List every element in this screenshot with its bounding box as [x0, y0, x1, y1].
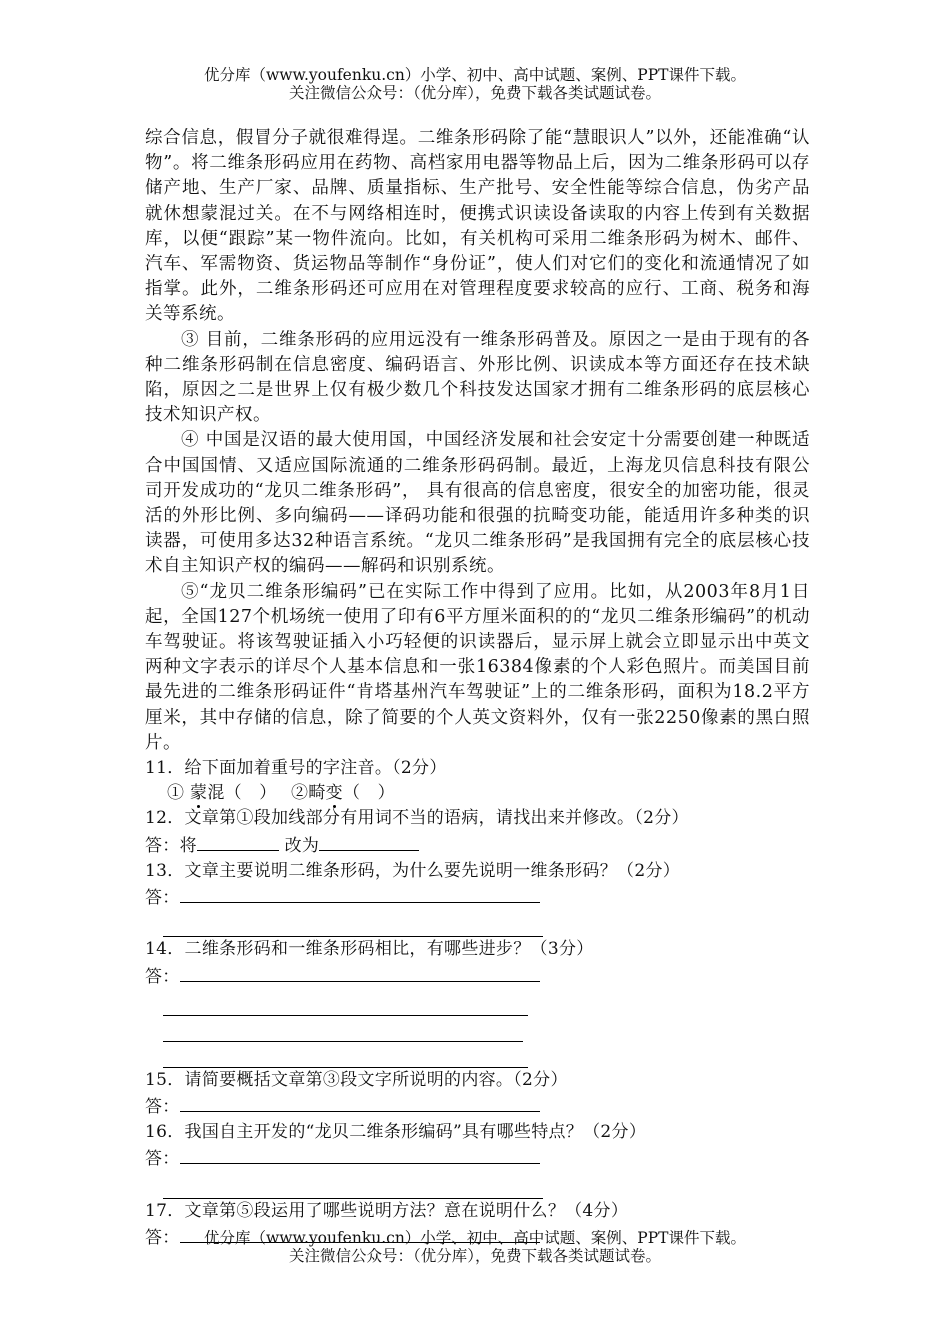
question-15: 15．请简要概括文章第③段文字所说明的内容。（2分）: [145, 1069, 568, 1090]
footer-line-2: 关注微信公众号：（优分库），免费下载各类试题试卷。: [288, 1247, 661, 1265]
q11-emphasis-char-b: 变: [325, 783, 343, 804]
q11-item-b-prefix: ②畸: [291, 783, 326, 804]
question-13: 13．文章主要说明二维条形码，为什么要先说明一维条形码？（2分）: [145, 860, 681, 881]
footer-line-1: 优分库（www.youfenku.cn）小学、初中、高中试题、案例、PPT课件下载。: [203, 1229, 747, 1247]
q16-answer-line-1[interactable]: [180, 1145, 540, 1164]
q16-answer-label: 答：: [145, 1149, 180, 1170]
q14-answer-line-2[interactable]: [163, 990, 528, 1016]
paragraph-2-continued: 综合信息，假冒分子就很难得逞。二维条形码除了能“慧眼识人”以外，还能准确“认物”。将二维条形码应用在药物、高档家用电器等物品上后，因为二维条形码可以存储产地、生产厂家、品牌、质量指标、生产批号、安全性能等综合信息，伪劣产品就休想蒙混过关。在不与网络相连时，便携式识读设备读取的内容上传到有关数据库，以便“跟踪”某一物件流向。比如，有关机构可采用二维条形码为树木、邮件、汽车、军需物资、货运物品等制作“身份证”，使人们对它们的变化和流通情况了如指掌。此外，二维条形码还可应用在对管理程度要求较高的应行、工商、税务和海关等系统。: [145, 128, 810, 325]
q11-item-a-prefix: ①: [167, 783, 191, 804]
question-14: 14．二维条形码和一维条形码相比，有哪些进步？（3分）: [145, 939, 594, 960]
page-header: [0, 66, 950, 102]
q16-answer: [145, 1145, 810, 1172]
q11-emphasis-char-a: 蒙: [190, 783, 208, 804]
question-11-items: [145, 781, 810, 806]
q11-item-a-suffix: 混（ ）: [207, 783, 286, 804]
question-12: 12．文章第①段加线部分有用词不当的语病，请找出来并修改。（2分）: [145, 808, 689, 829]
q14-answer: [145, 963, 810, 990]
question-17: 17．文章第⑤段运用了哪些说明方法？意在说明什么？（4分）: [145, 1200, 629, 1221]
q14-answer-line-4[interactable]: [163, 1042, 528, 1068]
q13-answer-line-2[interactable]: [163, 911, 543, 937]
header-line-1: 优分库（www.youfenku.cn）小学、初中、高中试题、案例、PPT课件下载。: [203, 66, 747, 84]
question-12-answer: [145, 832, 810, 859]
q11-item-b-suffix: （ ）: [342, 783, 395, 804]
q15-answer: [145, 1093, 810, 1120]
header-line-2: 关注微信公众号：（优分库），免费下载各类试题试卷。: [288, 84, 661, 102]
q12-answer-label: 答：将: [145, 835, 197, 856]
q15-answer-line-1[interactable]: [180, 1093, 540, 1112]
q13-answer: [145, 884, 810, 911]
question-16: 16．我国自主开发的“龙贝二维条形编码”具有哪些特点？（2分）: [145, 1122, 647, 1143]
q12-blank-corrected[interactable]: [319, 832, 419, 851]
paragraph-4: ④ 中国是汉语的最大使用国，中国经济发展和社会安定十分需要创建一种既适合中国国情、又适应国际流通的二维条形码码制。最近，上海龙贝信息科技有限公司开发成功的“龙贝二维条形码”， 具有很高的信息密度，很安全的加密功能，很灵活的外形比例、多向编码——译码功能和很强的抗畸变功能，能适用许多种类的识读器，可使用多达32种语言系统。“龙贝二维条形码”是我国拥有完全的底层核心技术自主知识产权的编码——解码和识别系统。: [145, 430, 810, 577]
q17-answer-label: 答：: [145, 1227, 180, 1248]
paragraph-3: ③ 目前，二维条形码的应用远没有一维条形码普及。原因之一是由于现有的各种二维条形码制在信息密度、编码语言、外形比例、识读成本等方面还存在技术缺陷，原因之二是世界上仅有极少数几个科技发达国家才拥有二维条形码的底层核心技术知识产权。: [145, 329, 810, 426]
page-footer: [0, 1229, 950, 1265]
q15-answer-label: 答：: [145, 1096, 180, 1117]
question-11: 11．给下面加着重号的字注音。（2分）: [145, 758, 447, 779]
q14-answer-label: 答：: [145, 966, 180, 987]
paragraph-5: ⑤“龙贝二维条形编码”已在实际工作中得到了应用。比如，从2003年8月1日起，全国127个机场统一使用了印有6平方厘米面积的的“龙贝二维条形编码”的机动车驾驶证。将该驾驶证插入小巧轻便的识读器后，显示屏上就会立即显示出中英文两种文字表示的详尽个人基本信息和一张16384像素的个人彩色照片。而美国目前最先进的二维条形码证件“肯塔基州汽车驾驶证”上的二维条形码，面积为18.2平方厘米，其中存储的信息，除了简要的个人英文资料外，仅有一张2250像素的黑白照片。: [145, 581, 810, 753]
article-content: [145, 126, 810, 1251]
q12-change-label: 改为: [278, 835, 320, 856]
q13-answer-label: 答：: [145, 888, 180, 909]
q13-answer-line-1[interactable]: [180, 884, 540, 903]
q14-answer-line-1[interactable]: [180, 963, 540, 982]
q16-answer-line-2[interactable]: [163, 1173, 543, 1199]
q14-answer-line-3[interactable]: [163, 1016, 523, 1042]
q12-blank-original[interactable]: [197, 832, 279, 851]
